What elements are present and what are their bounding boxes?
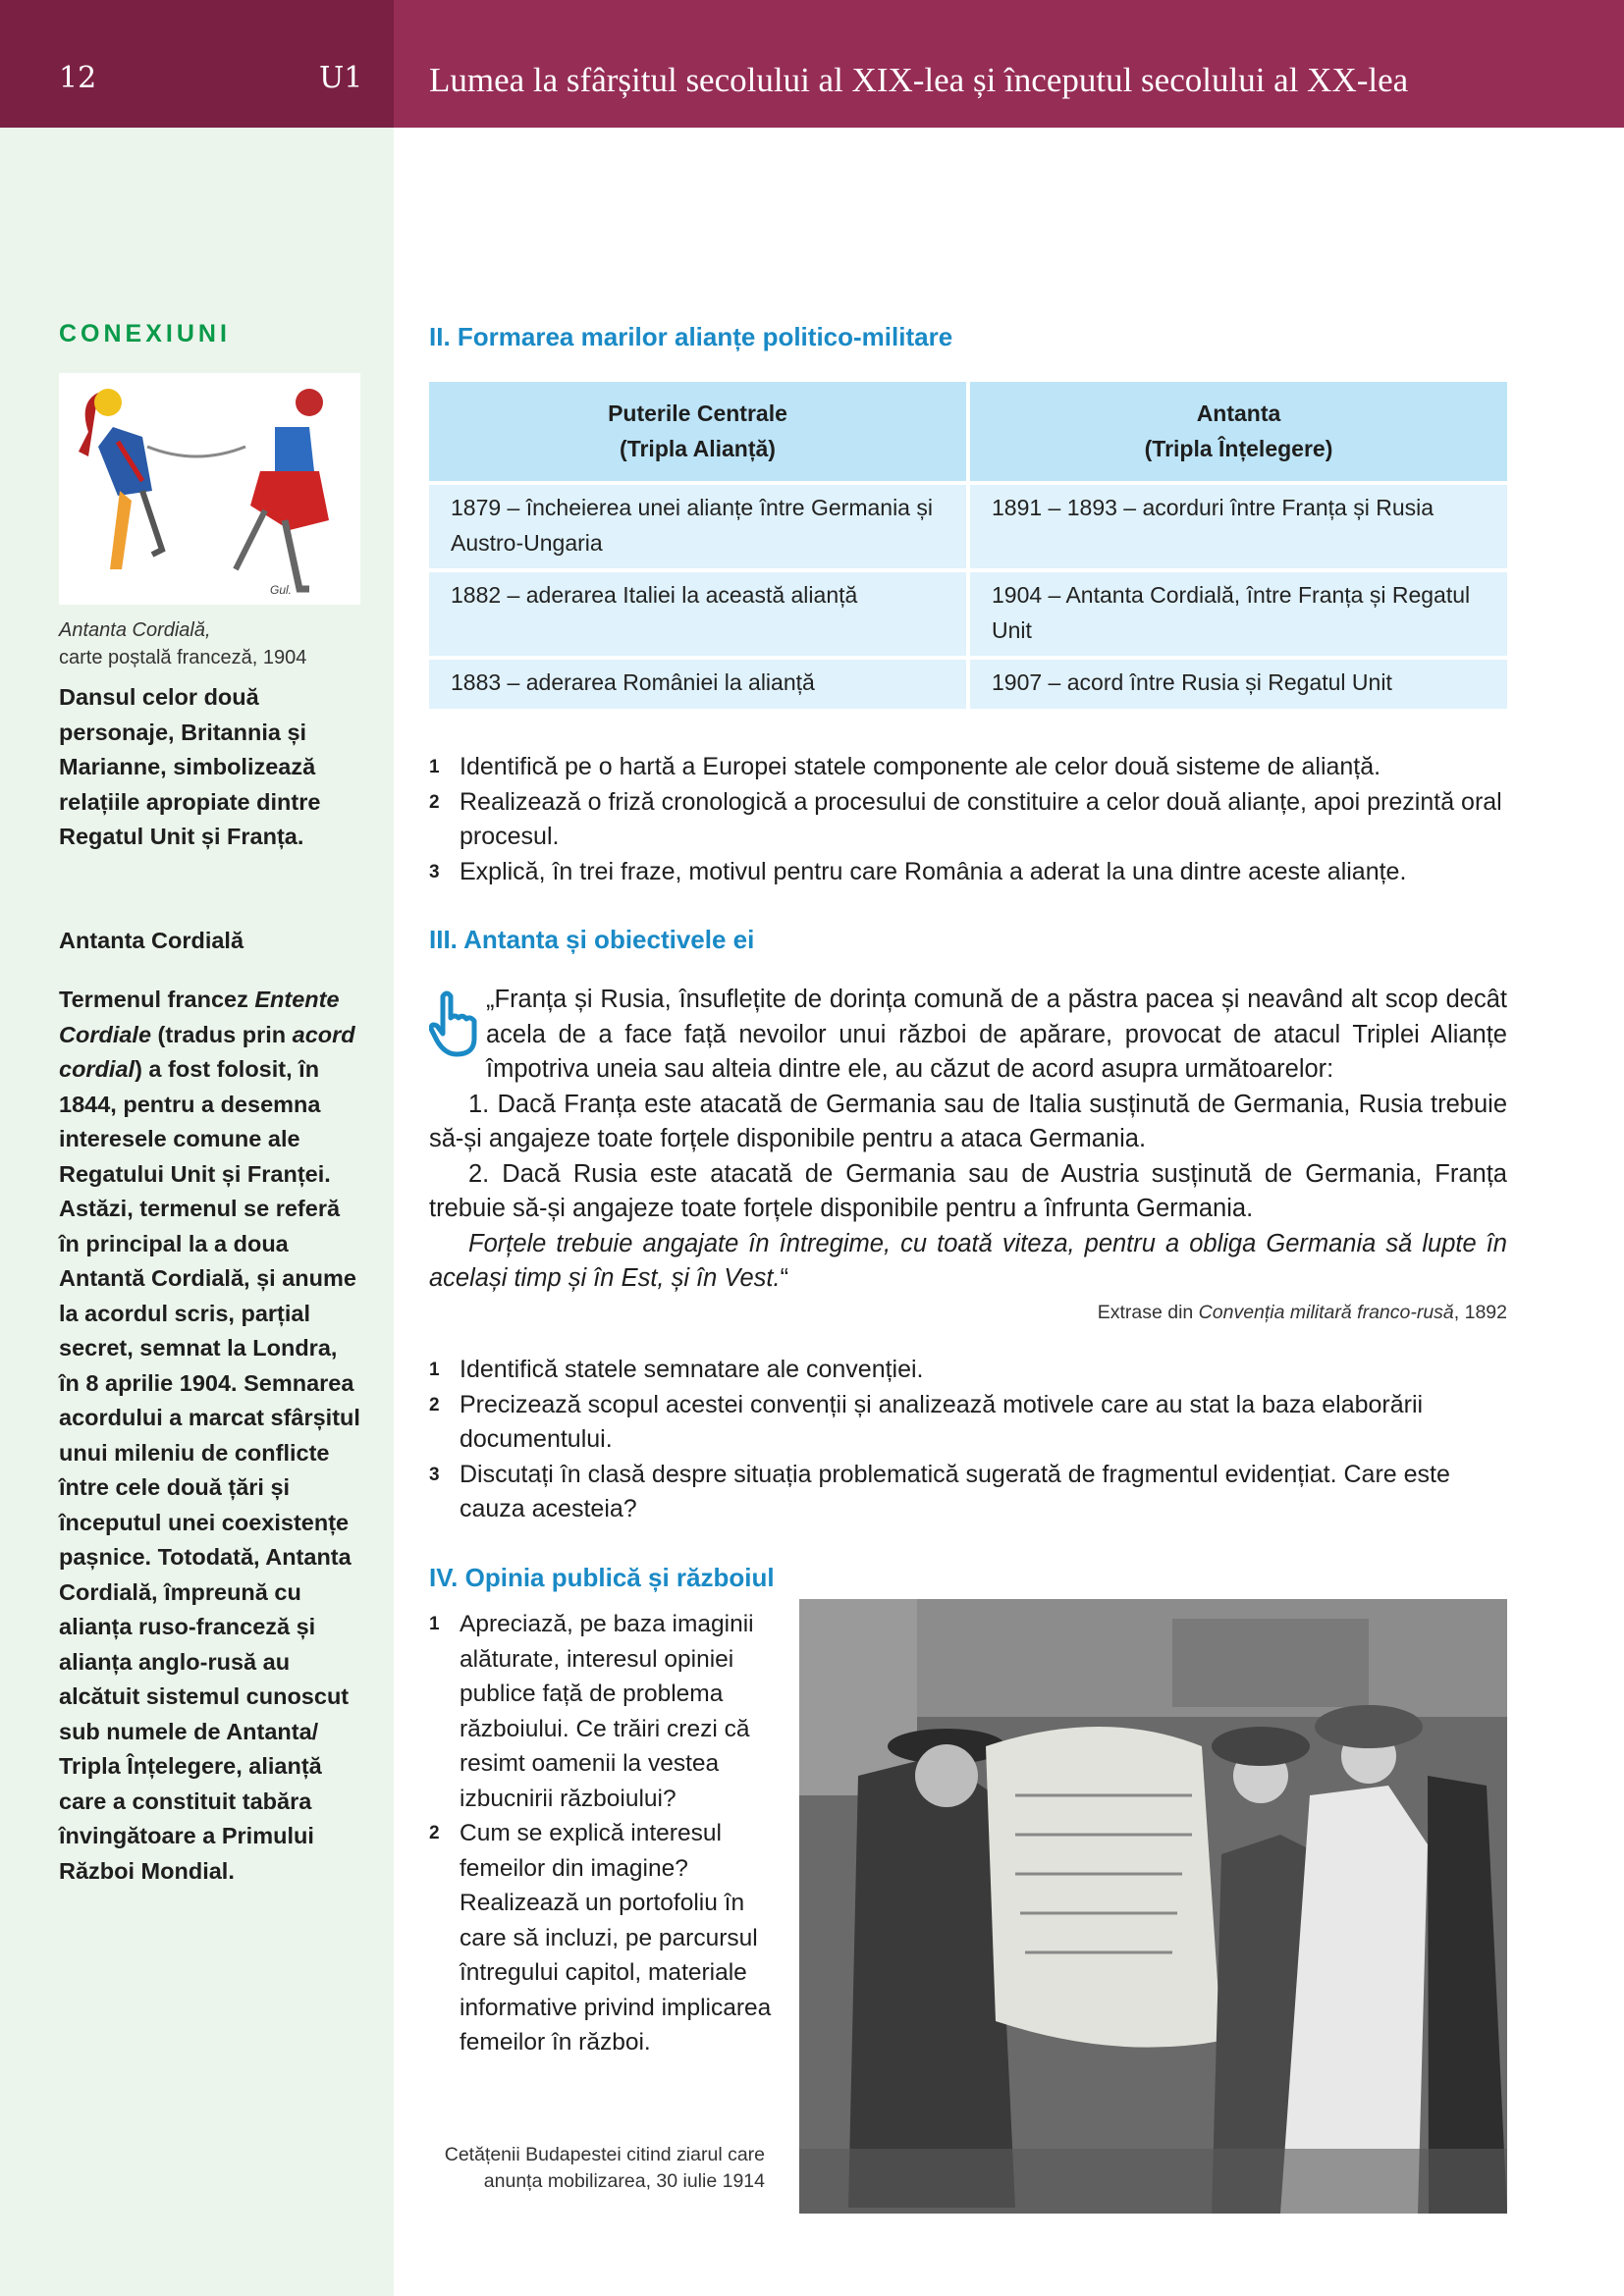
text-part: Termenul francez	[59, 987, 255, 1012]
section-3-questions	[429, 1353, 1507, 1527]
page-number: 12	[59, 61, 97, 95]
quote-italic: Forțele trebuie angajate în întregime, cu toată viteza, pentru a obliga Germania să lupte în același timp și în Est, și în Vest.	[429, 1229, 1507, 1292]
header-entente	[968, 382, 1507, 483]
photo-caption: Cetățenii Budapestei citind ziarul care anunța mobilizarea, 30 iulie 1914	[444, 2144, 765, 2192]
question-number: 2	[429, 1823, 440, 1843]
section-4-questions	[429, 1607, 773, 2060]
box-title: Antanta Cordială	[59, 928, 244, 953]
source-year: , 1892	[1453, 1302, 1507, 1323]
postcard-caption	[59, 616, 306, 671]
quote-intro: „Franța și Rusia, însuflețite de dorința comună de a păstra pacea și neavând alt scop decât acela de a face față nevoilor unui război de apărare, provocat de atacul Triplei Alianțe împotriva uneia sau alteia dintre ele, au căzut de acord asupra următoarelor:	[486, 986, 1507, 1083]
header-line: Puterile Centrale	[608, 400, 787, 426]
table-row	[429, 570, 1507, 658]
section-4-heading: IV. Opinia publică și războiul	[429, 1563, 775, 1592]
page-header	[0, 0, 1624, 128]
question-text: Identifică statele semnatare ale convenției.	[460, 1356, 924, 1383]
question-number: 1	[429, 757, 440, 777]
chapter-title: Lumea la sfârșitul secolului al XIX-lea și începutul secolului al XX-lea	[429, 61, 1409, 99]
section-2-questions	[429, 750, 1507, 889]
table-cell: 1907 – acord între Rusia și Regatul Unit	[968, 658, 1507, 711]
budapest-crowd-photo	[799, 1599, 1507, 2214]
question-number: 2	[429, 791, 440, 813]
table-cell: 1891 – 1893 – acorduri între Franța și Rusia	[968, 483, 1507, 570]
question-text: Precizează scopul acestei convenții și analizează motivele care au stat la baza elaborării documentului.	[460, 1390, 1424, 1453]
question-text: Discutați în clasă despre situația problematică sugerată de fragmentul evidențiat. Care este cauza acesteia?	[460, 1460, 1450, 1522]
question-number: 1	[429, 1614, 440, 1634]
entente-cordiale-text	[59, 983, 363, 1889]
caption-text: carte poștală franceză, 1904	[59, 647, 307, 668]
convention-quote	[429, 983, 1507, 1297]
header-central-powers	[429, 382, 968, 483]
table-cell: 1883 – aderarea României la alianță	[429, 658, 968, 711]
question-item	[429, 785, 1507, 855]
question-item	[429, 1816, 773, 2060]
section-2-heading: II. Formarea marilor alianțe politico-militare	[429, 322, 953, 351]
text-italic: acord cordial	[59, 1021, 355, 1082]
table-header-row	[429, 382, 1507, 483]
connexions-label: CONEXIUNI	[59, 320, 231, 347]
question-text: Cum se explică interesul femeilor din imagine? Realizează un portofoliu în care să incluzi, pe parcursul întregului capitol, materiale informative privind implicarea femeilor în război.	[460, 1820, 772, 2056]
text-part: ) a fost folosit, în 1844, pentru a desemna interesele comune ale Regatului Unit și Franței. Astăzi, termenul se referă în principal la a doua Antantă Cordială, și anume la acordul scris, parțial secret, semnat la Londra, în 8 aprilie 1904. Semnarea acordului a marcat sfârșitul unui mileniu de conflicte între cele două țări și începutul unei coexistențe pașnice. Totodată, Antanta Cordială, împreună cu alianța ruso-franceză și alianța anglo-rusă au alcătuit sistemul cunoscut sub numele de Antanta/ Tripla Înțelegere, alianță care a constituit tabăra învingătoare a Primului Război Mondial.	[59, 1056, 360, 1884]
question-number: 1	[429, 1360, 440, 1380]
section-3-heading: III. Antanta și obiectivele ei	[429, 925, 755, 954]
question-number: 3	[429, 1464, 440, 1485]
question-text: Explică, în trei fraze, motivul pentru care România a aderat la una dintre aceste alianțe.	[460, 857, 1407, 885]
text-italic: Entente Cordiale	[59, 987, 340, 1047]
caption-title: Antanta Cordială,	[59, 619, 211, 641]
question-number: 3	[429, 861, 440, 882]
table-row	[429, 483, 1507, 570]
pointing-hand-icon	[429, 988, 478, 1057]
question-item	[429, 1458, 1507, 1527]
quote-close: “	[780, 1264, 789, 1292]
header-line: (Tripla Înțelegere)	[1144, 435, 1333, 461]
unit-label: U1	[319, 61, 363, 95]
header-line: (Tripla Alianță)	[620, 435, 776, 461]
question-text: Identifică pe o hartă a Europei statele componente ale celor două sisteme de alianță.	[460, 753, 1381, 780]
table-cell: 1882 – aderarea Italiei la această alianță	[429, 570, 968, 658]
table-cell: 1904 – Antanta Cordială, între Franța și Regatul Unit	[968, 570, 1507, 658]
quote-point-2: 2. Dacă Rusia este atacată de Germania sau de Austria susținută de Germania, Franța trebuie să-și angajeze toate forțele disponibile pentru a înfrunta Germania.	[429, 1159, 1507, 1222]
quote-point-1: 1. Dacă Franța este atacată de Germania sau de Italia susținută de Germania, Rusia trebuie să-și angajeze toate forțele disponibile pentru a ataca Germania.	[429, 1090, 1507, 1152]
table-cell: 1879 – încheierea unei alianțe între Germania și Austro-Ungaria	[429, 483, 968, 570]
source-prefix: Extrase din	[1097, 1302, 1199, 1323]
alliances-table	[429, 382, 1507, 713]
header-line: Antanta	[1196, 400, 1281, 426]
postcard-description: Dansul celor două personaje, Britannia și Marianne, simbolizează relațiile apropiate dintre Regatul Unit și Franța.	[59, 684, 321, 849]
quote-highlight	[429, 1227, 1507, 1297]
postcard-illustration	[59, 373, 360, 605]
source-title: Convenția militară franco-rusă	[1198, 1302, 1454, 1323]
question-text: Realizează o friză cronologică a procesului de constituire a celor două alianțe, apoi prezintă oral procesul.	[460, 787, 1502, 850]
question-item	[429, 1388, 1507, 1458]
table-row	[429, 658, 1507, 711]
text-part: (tradus prin	[151, 1021, 293, 1047]
question-item	[429, 750, 1507, 785]
question-item	[429, 1353, 1507, 1388]
question-text: Apreciază, pe baza imaginii alăturate, interesul opiniei publice față de problema războiului. Ce trăiri crezi că resimt oamenii la vestea izbucnirii războiului?	[460, 1611, 754, 1812]
question-item	[429, 855, 1507, 890]
question-item	[429, 1607, 773, 1816]
svg-text:Gul.: Gul.	[270, 583, 293, 597]
question-number: 2	[429, 1394, 440, 1415]
quote-source	[1098, 1302, 1507, 1324]
